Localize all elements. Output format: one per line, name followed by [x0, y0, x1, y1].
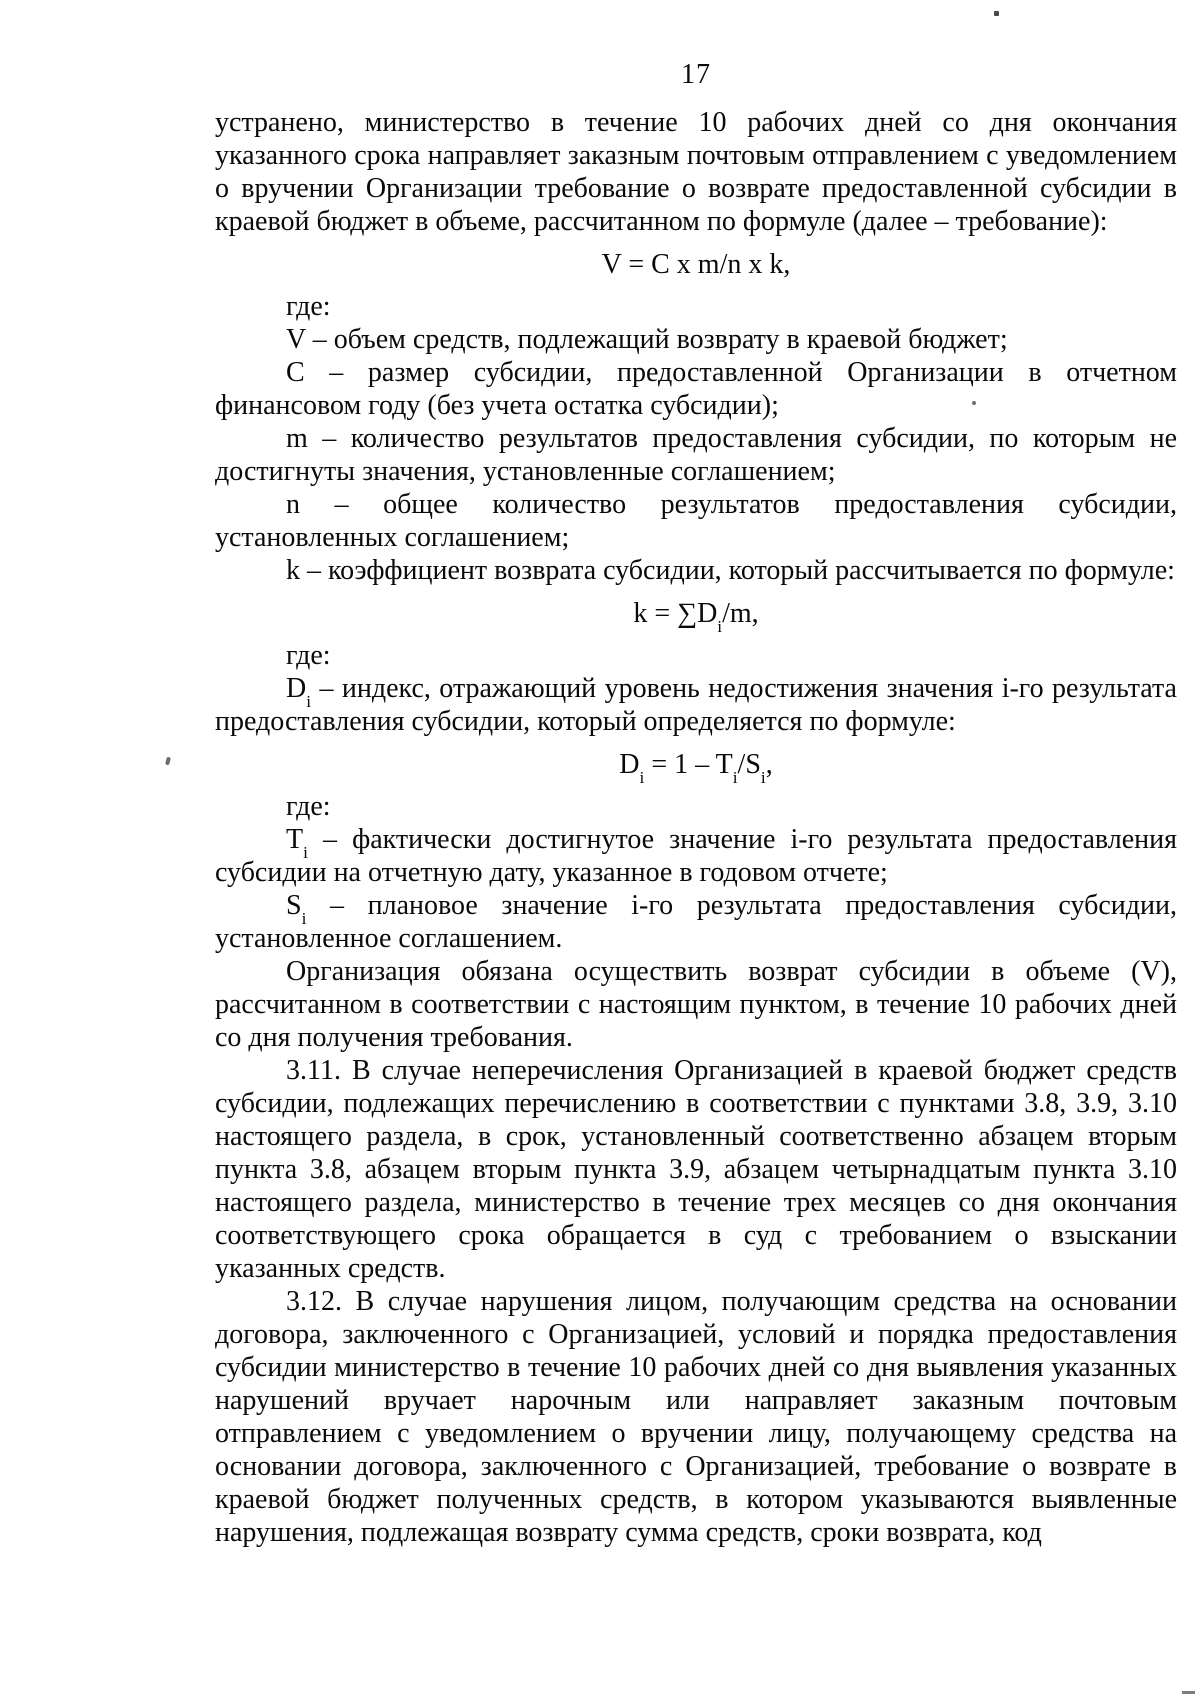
definition-si-text: – плановое значение i-го результата предоставления субсидии, установленное соглашением.: [215, 890, 1177, 954]
formula-k-pre: k = ∑D: [633, 598, 718, 629]
formula-d-part: ,: [765, 749, 773, 780]
definition-c: С – размер субсидии, предоставленной Организации в отчетном финансовом году (без учета остатка субсидии);: [215, 357, 1177, 421]
formula-d-subscript: i: [760, 767, 766, 787]
definition-ti-lead: T: [286, 824, 304, 855]
page-content: [215, 58, 1177, 1549]
definition-si-lead: S: [286, 890, 302, 921]
paragraph-3-11: 3.11. В случае неперечисления Организацией в краевой бюджет средств субсидии, подлежащих перечислению в соответствии с пунктами 3.8, 3.9, 3.10 настоящего раздела, в срок, установленный соответственно абзацем вторым пункта 3.8, абзацем вторым пункта 3.9, абзацем четырнадцатым пункта 3.10 настоящего раздела, министерство в течение трех месяцев со дня окончания соответствующего срока обращается в суд с требованием о взыскании указанных средств.: [215, 1055, 1177, 1284]
definition-ti-subscript: i: [303, 842, 308, 862]
formula-d-subscript: i: [732, 767, 738, 787]
formula-k: [215, 597, 1177, 636]
paragraph-intro: устранено, министерство в течение 10 рабочих дней со дня окончания указанного срока направляет заказным почтовым отправлением с уведомлением о вручении Организации требование о возврате предоставленной субсидии в краевой бюджет в объеме, рассчитанном по формуле (далее – требование):: [215, 107, 1177, 237]
page-number: 17: [681, 59, 711, 90]
formula-d-part: D: [619, 749, 640, 780]
definition-di-text: – индекс, отражающий уровень недостижения значения i-го результата предоставления субсидии, который определяется по формуле:: [215, 673, 1177, 737]
formula-d-part: /S: [737, 749, 761, 780]
definition-ti: [215, 823, 1177, 889]
formula-d-subscript: i: [639, 767, 645, 787]
where-label-3: где:: [286, 791, 331, 822]
formula-d: [215, 748, 1177, 787]
definition-si-subscript: i: [301, 908, 307, 928]
definition-m: m – количество результатов предоставления субсидии, по которым не достигнуты значения, установленные соглашением;: [215, 423, 1177, 487]
definition-di-lead: D: [286, 673, 307, 704]
paragraph-organization-return: Организация обязана осуществить возврат субсидии в объеме (V), рассчитанном в соответствии с настоящим пунктом, в течение 10 рабочих дней со дня получения требования.: [215, 956, 1177, 1053]
definition-n: n – общее количество результатов предоставления субсидии, установленных соглашением;: [215, 489, 1177, 553]
definition-k: k – коэффициент возврата субсидии, который рассчитывается по формуле:: [286, 555, 1175, 586]
scan-speck-middle: [972, 401, 976, 405]
definition-di-subscript: i: [306, 691, 312, 711]
scan-speck-left-margin: [165, 757, 171, 766]
definition-si: [215, 889, 1177, 955]
formula-k-subscript: i: [717, 616, 723, 636]
definition-v: V – объем средств, подлежащий возврату в краевой бюджет;: [286, 324, 1008, 355]
definition-di: [215, 672, 1177, 738]
paragraph-3-12: 3.12. В случае нарушения лицом, получающим средства на основании договора, заключенного с Организацией, условий и порядка предоставления субсидии министерство в течение 10 рабочих дней со дня выявления указанных нарушений вручает нарочным или направляет заказным почтовым отправлением с уведомлением о вручении лицу, получающему средства на основании договора, заключенного с Организацией, требование о возврате в краевой бюджет полученных средств, в котором указываются выявленные нарушения, подлежащая возврату сумма средств, сроки возврата, код: [215, 1286, 1177, 1548]
scan-speck-top: [994, 11, 999, 16]
where-label-1: где:: [286, 291, 331, 322]
scan-speck-bottom-right: [1182, 1691, 1195, 1694]
formula-d-part: = 1 – T: [644, 749, 733, 780]
formula-v: V = C x m/n x k,: [601, 249, 791, 280]
formula-k-post: /m,: [722, 598, 759, 629]
definition-ti-text: – фактически достигнутое значение i-го результата предоставления субсидии на отчетную дату, указанное в годовом отчете;: [215, 824, 1177, 888]
where-label-2: где:: [286, 640, 331, 671]
